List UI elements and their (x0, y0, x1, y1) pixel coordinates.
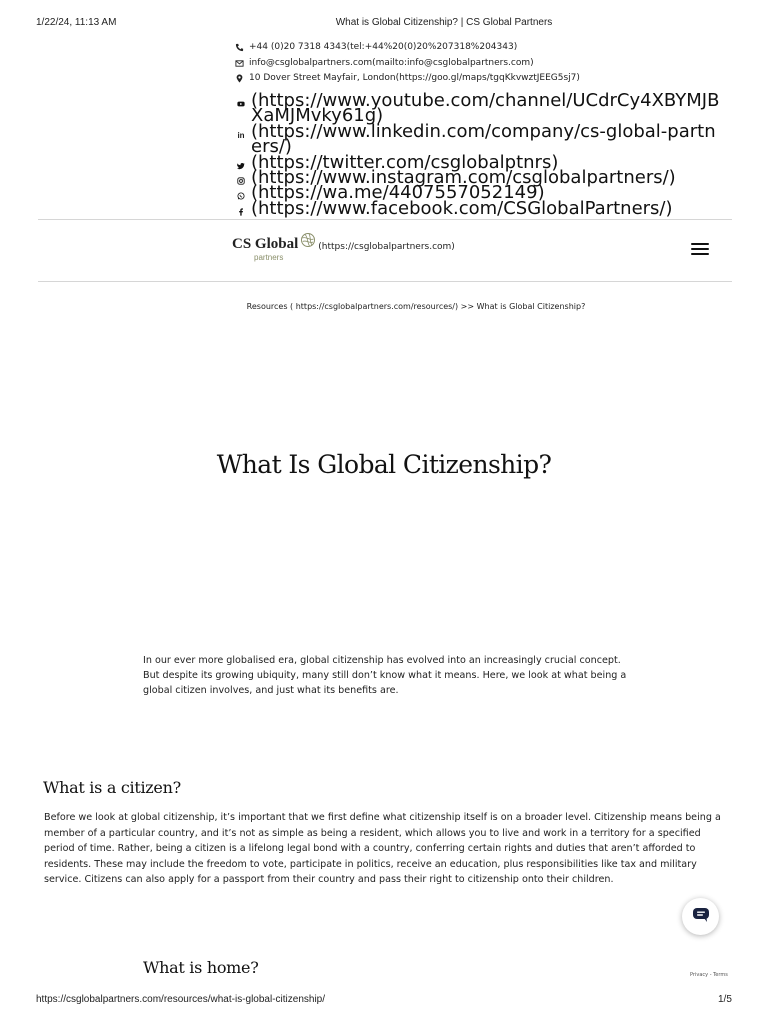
page-title: What Is Global Citizenship? (216, 450, 552, 479)
facebook-link[interactable]: (https://www.facebook.com/CSGlobalPartners/) (251, 198, 673, 219)
phone-text: +44 (0)20 7318 4343(tel:+44%20(0)20%207318%204343) (249, 42, 518, 52)
print-doc-title: What is Global Citizenship? | CS Global Partners (335, 17, 553, 28)
contact-address[interactable] (234, 73, 580, 83)
print-page-number: 1/5 (718, 994, 732, 1005)
youtube-link[interactable]: (https://www.youtube.com/channel/UCdrCy4XBYMJBXaMJMvky61g) (251, 90, 720, 126)
globe-logo-icon (300, 232, 316, 252)
instagram-link[interactable]: (https://www.instagram.com/csglobalpartners/) (251, 167, 676, 188)
whatsapp-link[interactable]: (https://wa.me/4407557052149) (251, 182, 545, 203)
social-facebook[interactable] (236, 198, 721, 219)
twitter-link[interactable]: (https://twitter.com/csglobalptnrs) (251, 152, 559, 173)
print-url: https://csglobalpartners.com/resources/what-is-global-citizenship/ (36, 994, 326, 1005)
social-linkedin[interactable] (236, 121, 721, 157)
section-heading-home: What is home? (143, 958, 259, 977)
print-datetime: 1/22/24, 11:13 AM (36, 17, 117, 28)
linkedin-link[interactable]: (https://www.linkedin.com/company/cs-global-partners/) (251, 121, 716, 157)
contact-email[interactable] (234, 58, 534, 68)
brand-logo[interactable] (232, 236, 455, 262)
hamburger-menu-icon[interactable] (691, 243, 709, 257)
contact-phone[interactable] (234, 42, 517, 52)
social-youtube[interactable] (236, 90, 721, 126)
mail-icon (234, 58, 244, 68)
divider-nav (38, 281, 732, 282)
map-pin-icon (234, 73, 244, 83)
chat-bubble-icon (692, 907, 710, 927)
section-paragraph-citizen: Before we look at global citizenship, it’s important that we first define what citizenship itself is on a broader level. Citizenship means being a member of a particular country, and it’s not as simple as being a resident, which allows you to live and work in a territory for a specified period of time. Rather, being a citizen is a lifelong legal bond with a country, conferring certain rights and duties that aren’t afforded to residents. These may include the freedom to vote, participate in politics, receive an education, plus responsibilities like tax and military service. Citizens can also apply for a passport from their country and pass their right to citizenship onto their children. (44, 812, 721, 885)
divider-top (38, 219, 732, 220)
breadcrumb[interactable]: Resources ( https://csglobalpartners.com/resources/) >> What is Global Citizenship? (246, 302, 586, 311)
brand-link[interactable]: (https://csglobalpartners.com) (318, 242, 455, 252)
whatsapp-icon (236, 191, 246, 201)
phone-icon (234, 42, 244, 52)
youtube-icon (236, 99, 246, 109)
chat-button[interactable] (682, 898, 719, 935)
brand-name: CS Global (232, 236, 299, 252)
recaptcha-terms[interactable]: Privacy - Terms (690, 972, 728, 978)
address-text: 10 Dover Street Mayfair, London(https://goo.gl/maps/tgqKkvwztJEEG5sj7) (249, 73, 580, 83)
linkedin-icon: in (237, 130, 245, 140)
email-text: info@csglobalpartners.com(mailto:info@csglobalpartners.com) (249, 58, 534, 68)
intro-paragraph: In our ever more globalised era, global citizenship has evolved into an increasingly crucial concept. But despite its growing ubiquity, many still don’t know what it means. Here, we look at what being a global citizen involves, and just what its benefits are. (143, 655, 627, 696)
facebook-icon (236, 207, 246, 217)
section-heading-citizen: What is a citizen? (43, 778, 181, 797)
brand-sub: partners (254, 253, 284, 262)
